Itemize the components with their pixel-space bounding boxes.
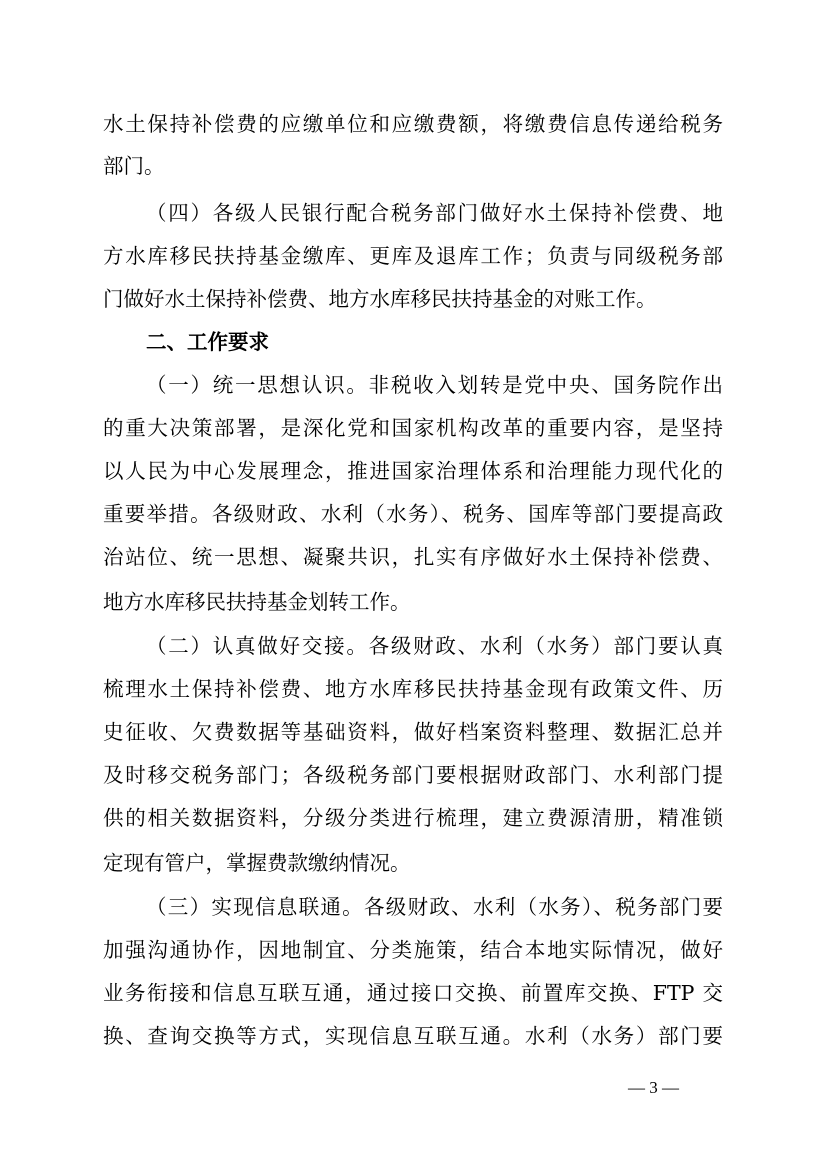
text-line: 业务衔接和信息互联互通，通过接口交换、前置库交换、FTP 交 [103,981,723,1005]
text-line: （四）各级人民银行配合税务部门做好水土保持补偿费、地 [146,201,723,225]
text-line: 地方水库移民扶持基金划转工作。 [103,590,411,614]
text-line: 重要举措。各级财政、水利（水务）、税务、国库等部门要提高政 [103,502,723,526]
text-line: 方水库移民扶持基金缴库、更库及退库工作；负责与同级税务部 [103,244,723,268]
text-line: 史征收、欠费数据等基础资料，做好档案资料整理、数据汇总并 [103,720,723,744]
text-line: （三）实现信息联通。各级财政、水利（水务）、税务部门要 [146,895,723,919]
text-line: 以人民为中心发展理念，推进国家治理体系和治理能力现代化的 [103,459,723,483]
text-line: （一）统一思想认识。非税收入划转是党中央、国务院作出 [146,373,723,397]
text-line: 治站位、统一思想、凝聚共识，扎实有序做好水土保持补偿费、 [103,545,723,569]
text-line: 供的相关数据资料，分级分类进行梳理，建立费源清册，精准锁 [103,806,723,830]
text-line: 梳理水土保持补偿费、地方水库移民扶持基金现有政策文件、历 [103,677,723,701]
text-line: 定现有管户，掌握费款缴纳情况。 [103,851,411,875]
text-line: 加强沟通协作，因地制宜、分类施策，结合本地实际情况，做好 [103,938,723,962]
page-number: — 3 — [628,1078,679,1097]
text-line: （二）认真做好交接。各级财政、水利（水务）部门要认真 [146,634,723,658]
text-line: 及时移交税务部门；各级税务部门要根据财政部门、水利部门提 [103,763,723,787]
section-heading: 二、工作要求 [146,330,269,354]
text-line: 水土保持补偿费的应缴单位和应缴费额，将缴费信息传递给税务 [103,112,723,136]
text-line: 的重大决策部署，是深化党和国家机构改革的重要内容，是坚持 [103,416,723,440]
text-line: 部门。 [103,154,165,178]
text-line: 换、查询交换等方式，实现信息互联互通。水利（水务）部门要 [103,1024,723,1048]
text-line: 门做好水土保持补偿费、地方水库移民扶持基金的对账工作。 [103,287,657,311]
